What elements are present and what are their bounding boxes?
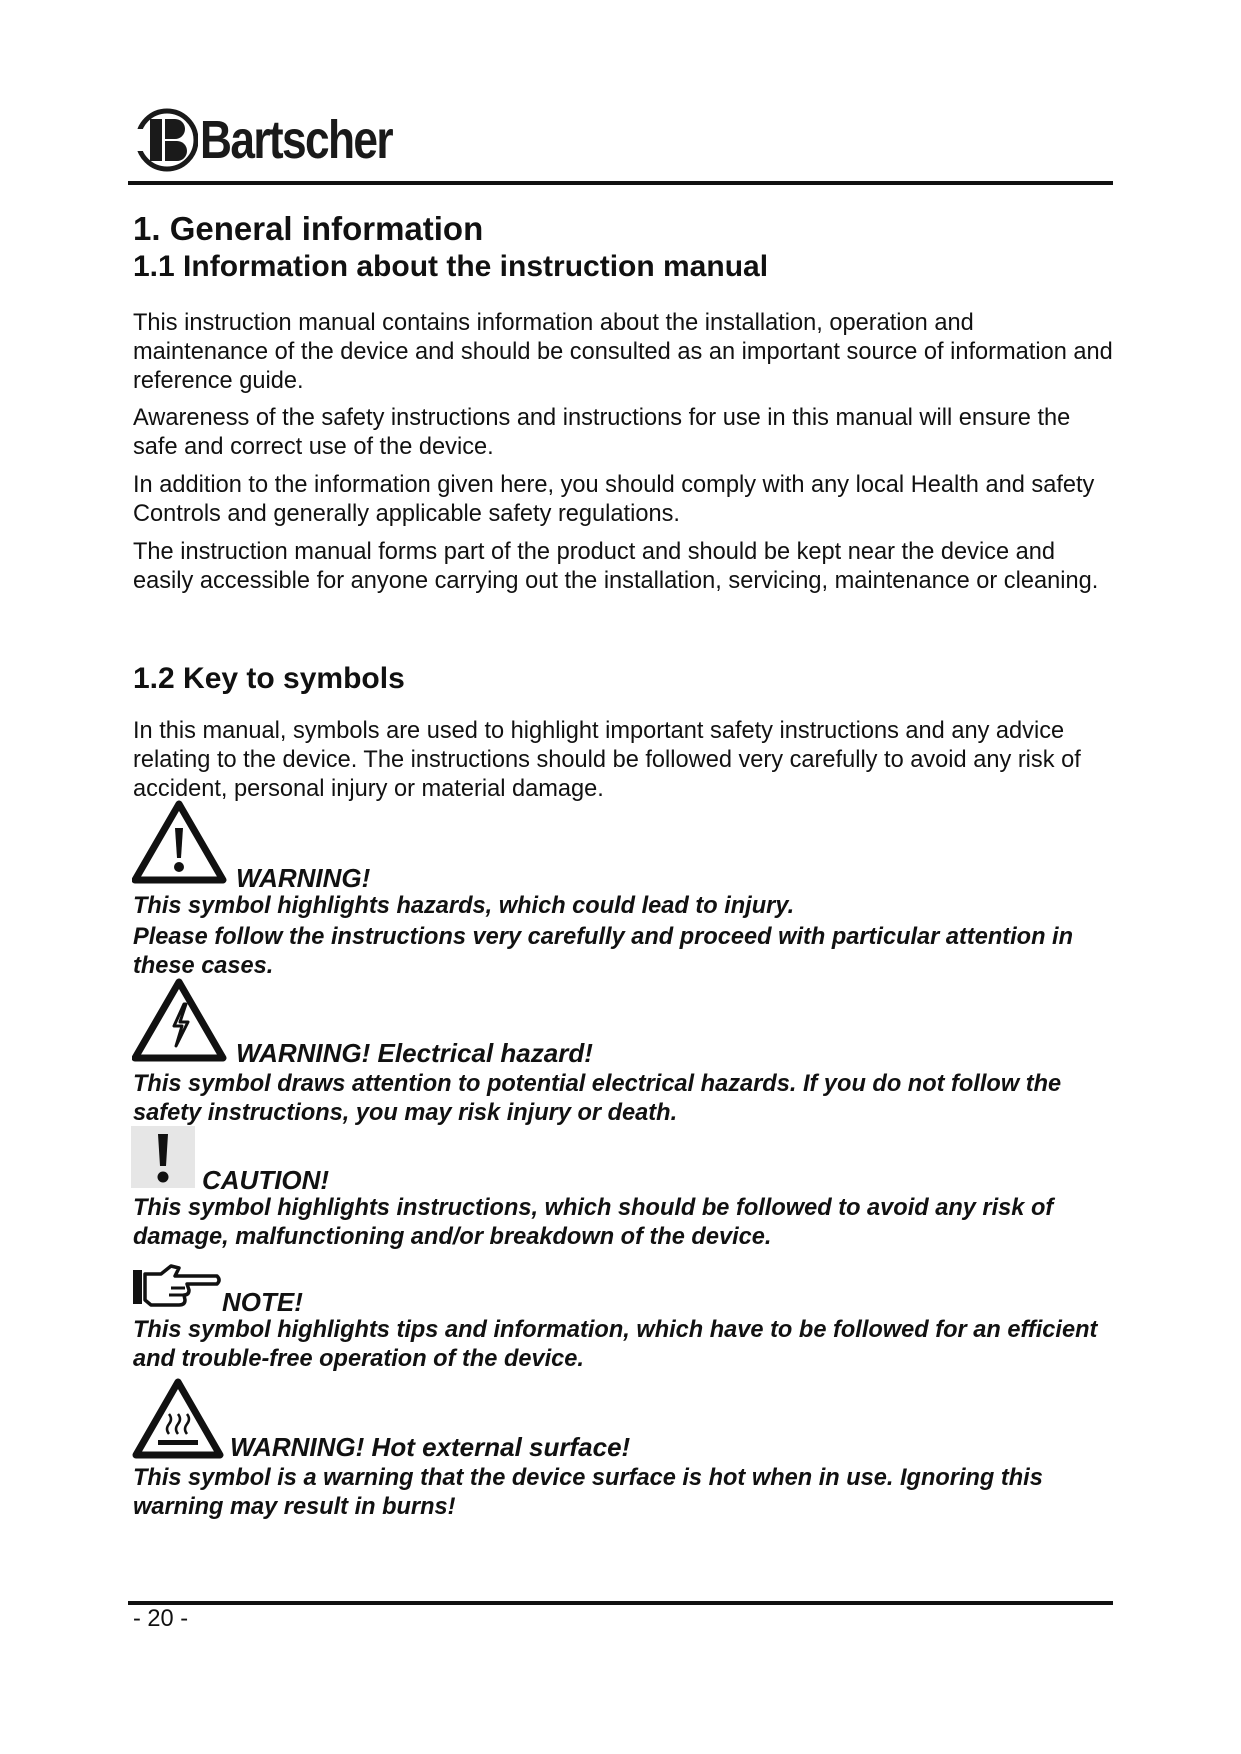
warning-triangle-icon xyxy=(132,800,227,885)
hot-surface-text: This symbol is a warning that the device surface is hot when in use. Ignoring this warning may result in burns! xyxy=(133,1465,1043,1520)
warning-text-1: This symbol highlights hazards, which could lead to injury. xyxy=(133,893,795,919)
bartscher-logo xyxy=(136,100,434,180)
paragraph-1: This instruction manual contains information about the installation, operation and maintenance of the device and should be consulted as an important source of information and reference guide. xyxy=(133,310,1113,394)
paragraph-4: The instruction manual forms part of the product and should be kept near the device and easily accessible for anyone carrying out the installation, servicing, maintenance or cleaning. xyxy=(133,539,1099,594)
warning-title: WARNING! xyxy=(236,863,371,893)
symbols-intro: In this manual, symbols are used to highlight important safety instructions and any advice relating to the device. The instructions should be followed very carefully to avoid any risk of accident, personal injury or material damage. xyxy=(133,718,1081,802)
subsection-title-1-2: 1.2 Key to symbols xyxy=(133,662,405,695)
note-title: NOTE! xyxy=(222,1287,303,1317)
caution-title: CAUTION! xyxy=(202,1165,330,1195)
header-rule xyxy=(128,181,1113,185)
hot-surface-icon xyxy=(132,1378,224,1460)
electrical-hazard-icon xyxy=(132,978,227,1063)
hot-surface-title: WARNING! Hot external surface! xyxy=(230,1432,631,1462)
caution-exclamation-icon xyxy=(131,1126,195,1188)
pointing-hand-icon xyxy=(131,1262,223,1312)
subsection-title-1-1: 1.1 Information about the instruction manual xyxy=(133,250,769,283)
footer-rule xyxy=(128,1601,1113,1605)
bartscher-b-mark-icon xyxy=(136,107,198,173)
section-title: 1. General information xyxy=(133,210,484,247)
note-text: This symbol highlights tips and information, which have to be followed for an efficient and trouble-free operation of the device. xyxy=(133,1317,1098,1372)
page-number: - 20 - xyxy=(133,1606,189,1632)
paragraph-3: In addition to the information given here, you should comply with any local Health and safety Controls and generally applicable safety regulations. xyxy=(133,472,1095,527)
logo-wordmark: Bartscher xyxy=(200,110,392,170)
warning-text-2: Please follow the instructions very carefully and proceed with particular attention in these cases. xyxy=(133,924,1074,979)
electrical-hazard-title: WARNING! Electrical hazard! xyxy=(236,1038,593,1068)
electrical-hazard-text: This symbol draws attention to potential electrical hazards. If you do not follow the safety instructions, you may risk injury or death. xyxy=(133,1071,1062,1126)
caution-text: This symbol highlights instructions, which should be followed to avoid any risk of damage, malfunctioning and/or breakdown of the device. xyxy=(133,1195,1054,1250)
paragraph-2: Awareness of the safety instructions and instructions for use in this manual will ensure the safe and correct use of the device. xyxy=(133,405,1071,460)
